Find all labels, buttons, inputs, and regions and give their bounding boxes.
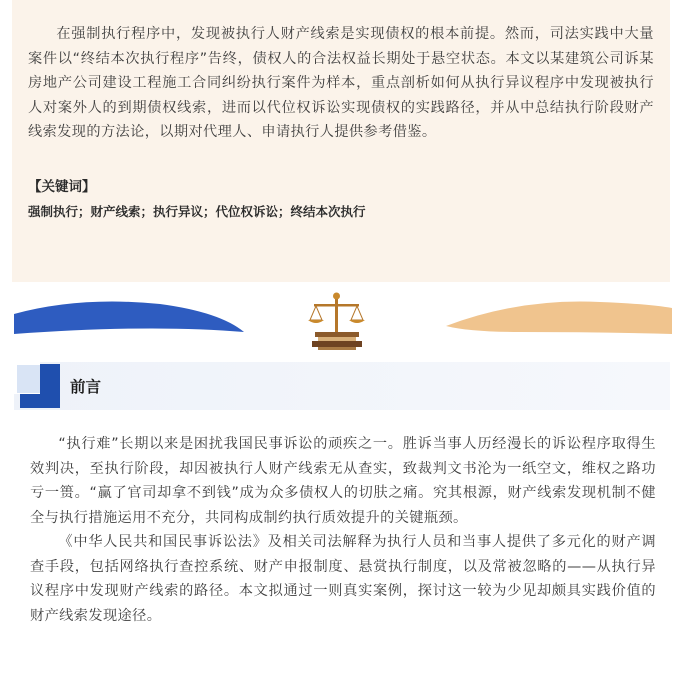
keywords-list: 强制执行；财产线索；执行异议；代位权诉讼；终结本次执行 xyxy=(28,203,366,219)
section-title: 前言 xyxy=(70,378,102,396)
scales-of-justice-icon xyxy=(308,293,365,351)
keywords-heading: 【关键词】 xyxy=(28,178,96,195)
section-header xyxy=(14,362,670,410)
right-swoosh xyxy=(446,302,672,335)
body-paragraph-2: 《中华人民共和国民事诉讼法》及相关司法解释为执行人员和当事人提供了多元化的财产调查手段，包括网络执行查控系统、财产申报制度、悬赏执行制度，以及常被忽略的——从执行异议程序中发现财产线索的路径。本文拟通过一则真实案例，探讨这一较为少见却颇具实践价值的财产线索发现途径。 xyxy=(30,534,656,624)
decorative-divider xyxy=(0,288,679,354)
section-marker-accent-inner xyxy=(17,365,40,393)
body-paragraph-1: “执行难”长期以来是困扰我国民事诉讼的顽疾之一。胜诉当事人历经漫长的诉讼程序取得生效判决，至执行阶段，却因被执行人财产线索无从查实，致裁判文书沦为一纸空文，维权之路功亏一篑。“赢了官司却拿不到钱”成为众多债权人的切肤之痛。究其根源，财产线索发现机制不健全与执行措施运用不充分，共同构成制约执行质效提升的关键瓶颈。 xyxy=(30,436,656,526)
left-swoosh xyxy=(14,302,244,334)
abstract-box xyxy=(12,0,670,282)
body-text xyxy=(30,432,656,628)
abstract-text: 在强制执行程序中，发现被执行人财产线索是实现债权的根本前提。然而，司法实践中大量案件以“终结本次执行程序”告终，债权人的合法权益长期处于悬空状态。本文以某建筑公司诉某房地产公司建设工程施工合同纠纷执行案件为样本，重点剖析如何从执行异议程序中发现被执行人对案外人的到期债权线索，进而以代位权诉讼实现债权的实践路径，并从中总结执行阶段财产线索发现的方法论，以期对代理人、申请执行人提供参考借鉴。 xyxy=(28,26,654,140)
